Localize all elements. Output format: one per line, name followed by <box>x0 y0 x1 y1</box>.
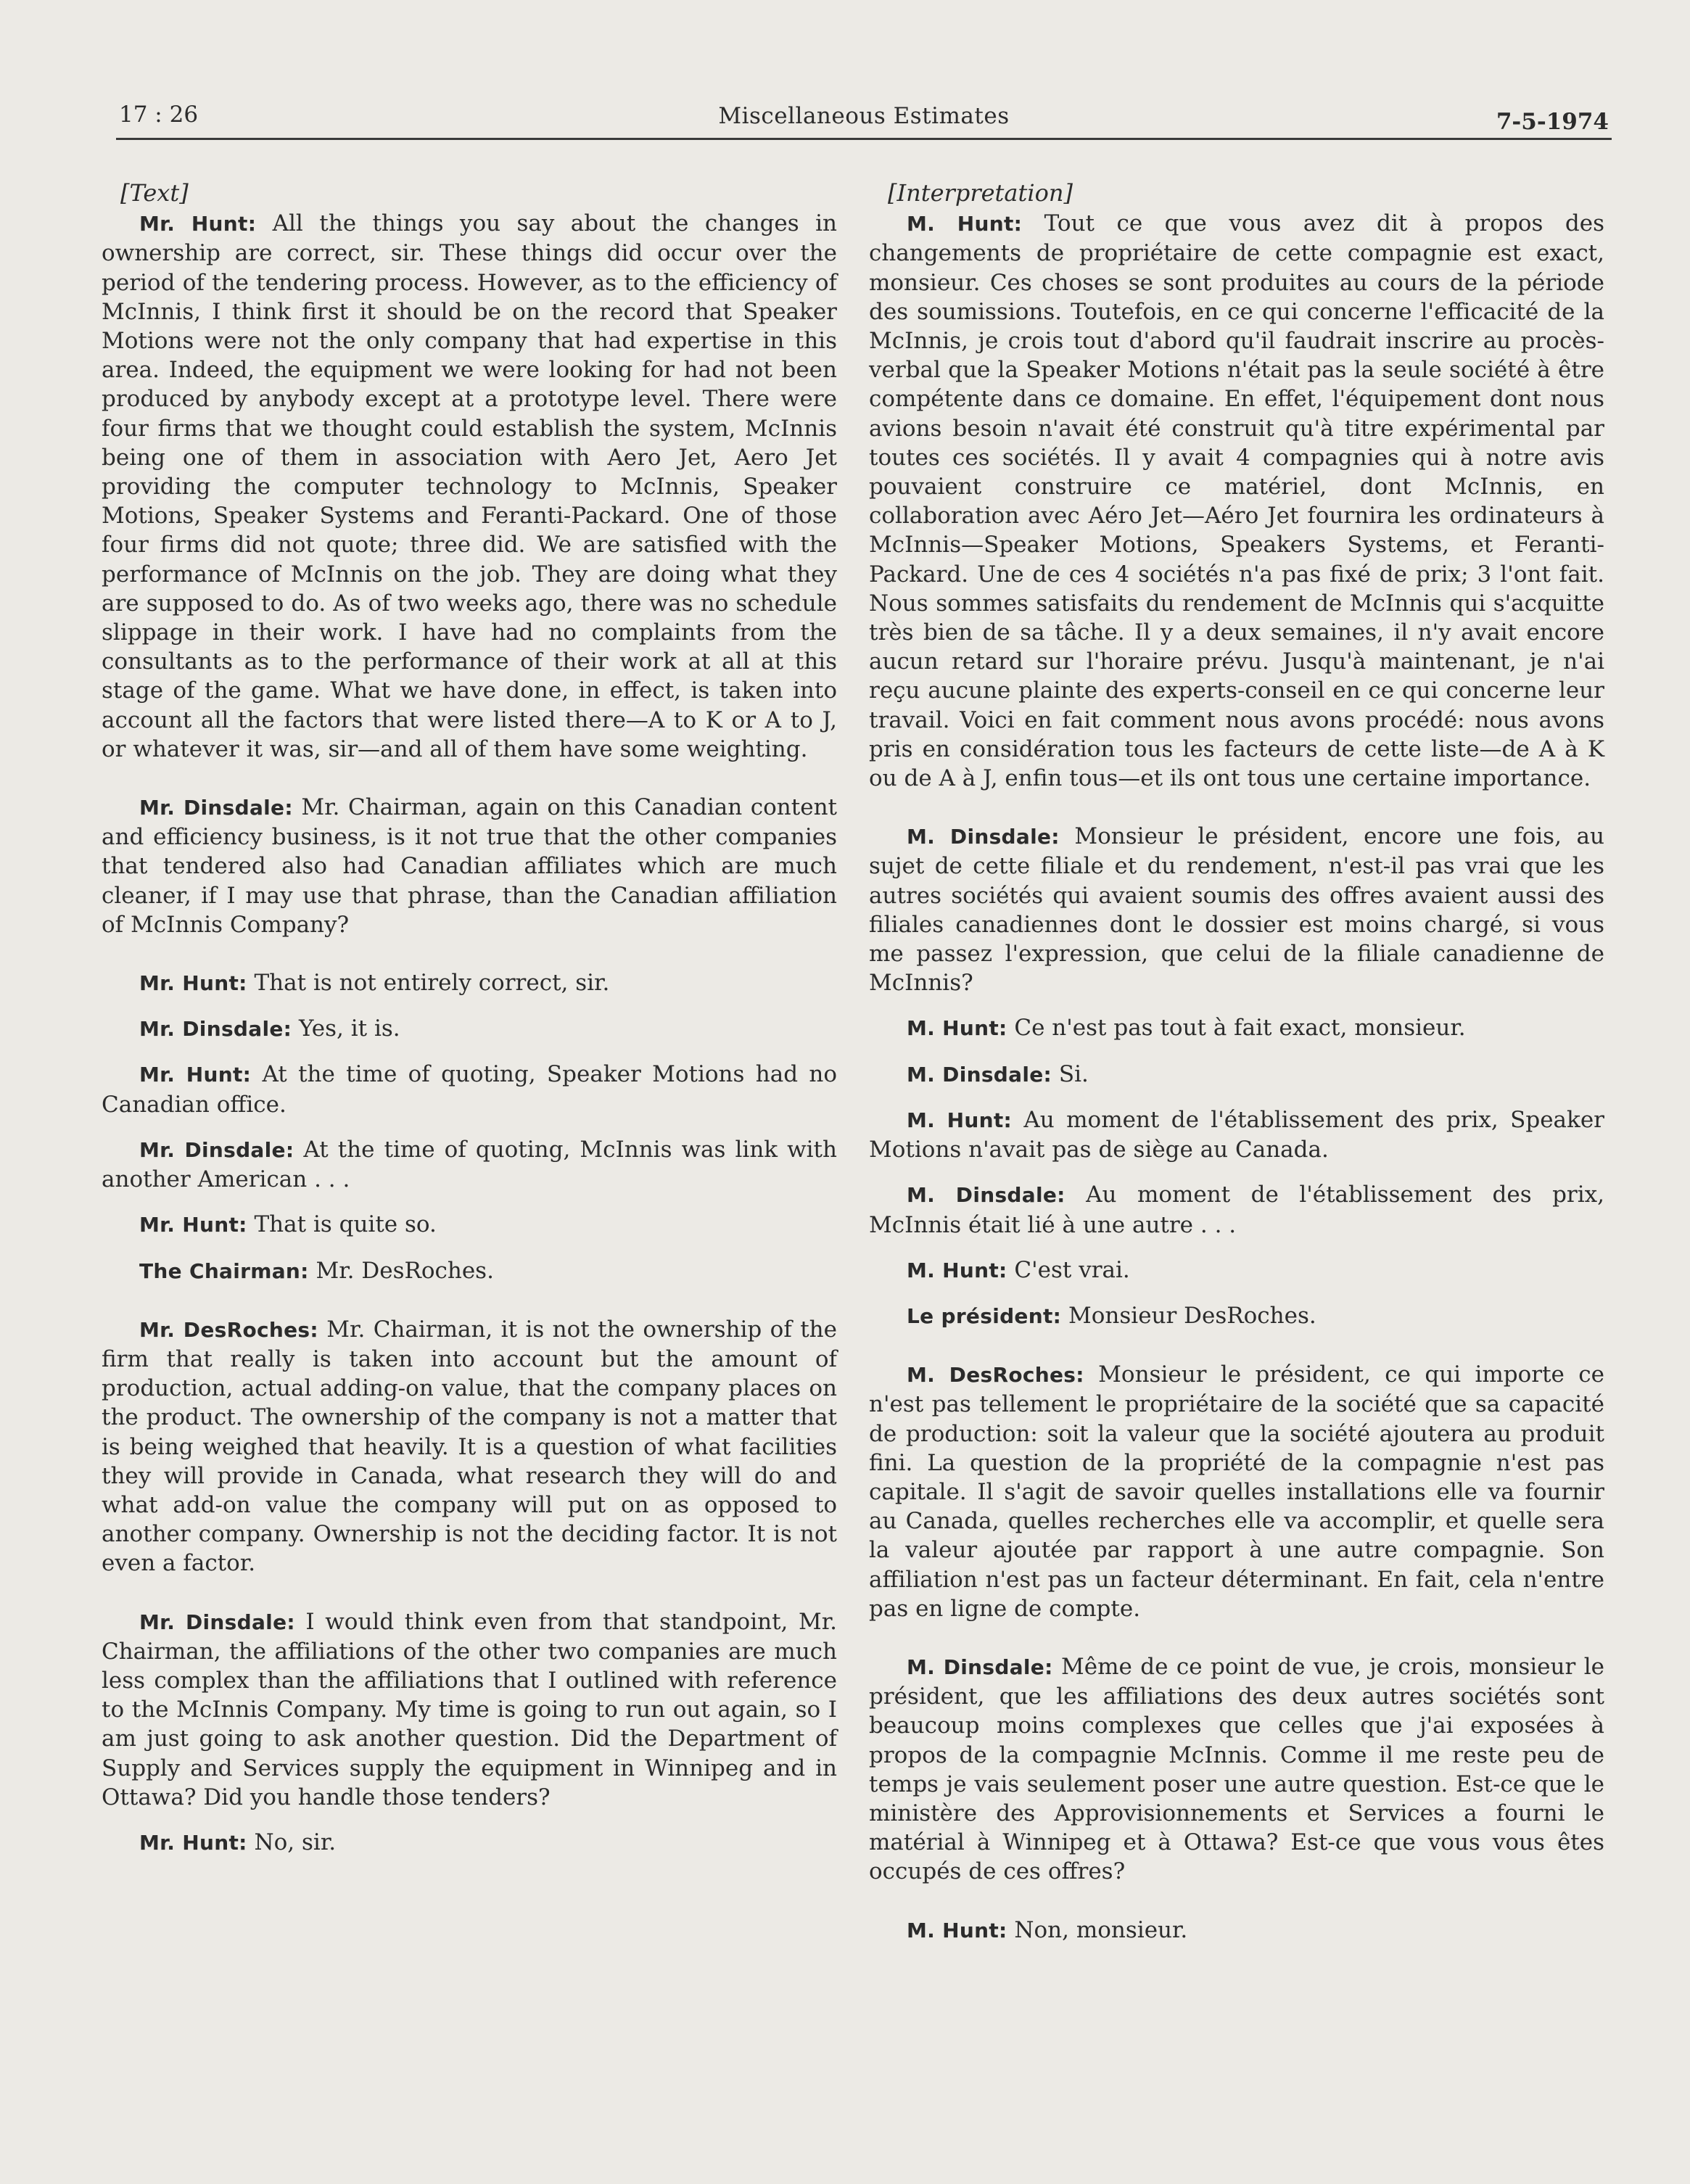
paragraph <box>102 793 837 939</box>
paragraph <box>869 1301 1604 1331</box>
speaker-name: M. DesRoches: <box>907 1363 1084 1388</box>
speaker-name: Mr. Hunt: <box>139 971 247 996</box>
speaker-name: Mr. Hunt: <box>139 212 257 236</box>
speech-text: Mr. Chairman, it is not the ownership of the firm that really is taken into account but the amount of production, actual adding-on value, that the company places on the product. The ownership of the company is not a matter that is being weighed that heavily. It is a question of what facilities they will provide in Canada, what research they will do and what add-on value the company will put on as opposed to another company. Ownership is not the deciding factor. It is not even a factor. <box>102 1316 837 1577</box>
speech-text: Si. <box>1052 1060 1089 1087</box>
speaker-name: Mr. DesRoches: <box>139 1317 318 1342</box>
paragraph <box>869 822 1604 997</box>
speech-text: That is quite so. <box>247 1211 437 1238</box>
paragraph <box>869 1060 1604 1089</box>
column-label: [Interpretation] <box>888 179 1073 207</box>
paragraph <box>102 209 837 764</box>
paragraph <box>869 1360 1604 1623</box>
speech-text: Monsieur le président, ce qui importe ce n'est pas tellement le propriétaire de la société que sa capacité de production: soit la valeur que la société ajoutera au produit fini. La question de la propriété de la compagnie n'est pas capitale. Il s'agit de savoir quelles installations elle va fournir au Canada, quelles recherches elle va accomplir, et quelle sera la valeur ajoutée par rapport à une autre compagnie. Son affiliation n'est pas un facteur déterminant. En fait, cela n'entre pas en ligne de compte. <box>869 1361 1604 1622</box>
speaker-name: Mr. Hunt: <box>139 1830 247 1855</box>
speaker-name: M. Dinsdale: <box>907 1062 1052 1087</box>
speech-text: At the time of quoting, McInnis was link with another American . . . <box>102 1136 837 1193</box>
paragraph <box>869 1105 1604 1164</box>
speech-text: C'est vrai. <box>1007 1256 1130 1283</box>
paragraph <box>869 1013 1604 1043</box>
paragraph <box>869 209 1604 793</box>
speech-text: All the things you say about the changes in ownership are correct, sir. These things did occur over the period of the tendering process. However, as to the efficiency of McInnis, I think first it should be on the record that Speaker Motions were not the only company that had expertise in this area. Indeed, the equipment we were looking for had not been produced by anybody except at a prototype level. There were four firms that we thought could establish the system, McInnis being one of them in association with Aero Jet, Aero Jet providing the computer technology to McInnis, Speaker Motions, Speaker Systems and Feranti-Packard. One of those four firms did not quote; three did. We are satisfied with the performance of McInnis on the job. They are doing what they are supposed to do. As of two weeks ago, there was no schedule slippage in their work. I have had no complaints from the consultants as to the performance of their work at all at this stage of the game. What we have done, in effect, is taken into account all the factors that were listed there—A to K or A to J, or whatever it was, sir—and all of them have some weighting. <box>102 210 837 762</box>
speaker-name: Mr. Dinsdale: <box>139 796 293 820</box>
speech-text: Mr. Chairman, again on this Canadian content and efficiency business, is it not true that the other companies that tendered also had Canadian affiliates which are much cleaner, if I may use that phrase, than the Canadian affiliation of McInnis Company? <box>102 794 837 938</box>
speech-text: Yes, it is. <box>292 1015 400 1042</box>
speaker-name: M. Hunt: <box>907 1258 1007 1282</box>
speaker-name: Mr. Dinsdale: <box>139 1610 295 1634</box>
speaker-name: Le président: <box>907 1303 1062 1328</box>
paragraph <box>102 968 837 998</box>
english-column <box>102 178 837 1858</box>
page-header <box>116 100 1612 140</box>
paragraph <box>102 1060 837 1118</box>
speech-text: No, sir. <box>247 1829 337 1855</box>
speaker-name: M. Hunt: <box>907 1918 1007 1942</box>
speech-text: Même de ce point de vue, je crois, monsieur le président, que les affiliations des deux autres sociétés sont beaucoup moins complexes que celles que j'ai exposées à propos de la compagnie McInnis. Comme il me reste peu de temps je vais seulement poser une autre question. Est-ce que le ministère des Approvisionnements et Services a fourni le matérial à Winnipeg et à Ottawa? Est-ce que vous vous êtes occupés de ces offres? <box>869 1653 1605 1885</box>
speaker-name: Mr. Hunt: <box>139 1063 252 1087</box>
speaker-name: Mr. Dinsdale: <box>139 1017 292 1042</box>
paragraph <box>869 1180 1604 1239</box>
speech-text: Au moment de l'établissement des prix, McInnis était lié à une autre . . . <box>869 1182 1605 1238</box>
page-date: 7-5-1974 <box>1496 109 1609 135</box>
paragraph <box>102 1607 837 1812</box>
speech-text: Non, monsieur. <box>1007 1916 1188 1943</box>
speaker-name: M. Hunt: <box>907 212 1023 236</box>
speech-text: Mr. DesRoches. <box>308 1257 494 1284</box>
speaker-name: M. Hunt: <box>907 1108 1013 1132</box>
paragraph <box>869 1916 1604 1945</box>
speech-text: Monsieur DesRoches. <box>1061 1302 1316 1329</box>
page-number: 17 : 26 <box>119 102 199 128</box>
speech-text: Tout ce que vous avez dit à propos des changements de propriétaire de cette compagnie est exact, monsieur. Ces choses se sont produites au cours de la période des soumissions. Toutefois, en ce qui concerne l'efficacité de la McInnis, je crois tout d'abord qu'il faudrait inscrire au procès-verbal que la Speaker Motions n'était pas la seule société à être compétente dans ce domaine. En effet, l'équipement dont nous avions besoin n'avait été construit qu'à titre expérimental par toutes ces sociétés. Il y avait 4 compagnies qui à notre avis pouvaient construire ce matériel, dont McInnis, en collaboration avec Aéro Jet—Aéro Jet fournira les ordinateurs à McInnis—Speaker Motions, Speakers Systems, et Feranti-Packard. Une de ces 4 sociétés n'a pas fixé de prix; 3 l'ont fait. Nous sommes satisfaits du rendement de McInnis qui s'acquitte très bien de sa tâche. Il y a deux semaines, il n'y avait encore aucun retard sur l'horaire prévu. Jusqu'à maintenant, je n'ai reçu aucune plainte des experts-conseil en ce qui concerne leur travail. Voici en fait comment nous avons procédé: nous avons pris en considération tous les facteurs de cette liste—de A à K ou de A à J, enfin tous—et ils ont tous une certaine importance. <box>869 210 1605 792</box>
french-column <box>869 178 1604 1945</box>
speaker-name: The Chairman: <box>139 1258 309 1283</box>
speech-text: Monsieur le président, encore une fois, au sujet de cette filiale et du rendement, n'est-il pas vrai que les autres sociétés qui avaient soumis des offres avaient aussi des filiales canadiennes dont le dossier est moins chargé, si vous me passez l'expression, que celui de la filiale canadienne de McInnis? <box>869 823 1604 997</box>
paragraph <box>869 1256 1604 1285</box>
speech-text: That is not entirely correct, sir. <box>247 970 610 997</box>
speaker-name: Mr. Dinsdale: <box>139 1137 294 1162</box>
speech-text: I would think even from that standpoint, Mr. Chairman, the affiliations of the other two companies are much less complex than the affiliations that I outlined with reference to the McInnis Company. My time is going to run out again, so I am just going to ask another question. Did the Department of Supply and Services supply the equipment in Winnipeg and in Ottawa? Did you handle those tenders? <box>102 1608 837 1810</box>
speech-text: At the time of quoting, Speaker Motions had no Canadian office. <box>102 1061 837 1118</box>
column-label: [Text] <box>120 179 189 207</box>
speaker-name: M. Dinsdale: <box>907 1655 1053 1679</box>
speech-text: Ce n'est pas tout à fait exact, monsieur. <box>1007 1015 1466 1042</box>
speaker-name: M. Dinsdale: <box>907 1183 1065 1208</box>
speech-text: Au moment de l'établissement des prix, Speaker Motions n'avait pas de siège au Canada. <box>869 1106 1604 1163</box>
speaker-name: Mr. Hunt: <box>139 1213 247 1237</box>
paragraph <box>102 1014 837 1044</box>
paragraph <box>102 1135 837 1194</box>
paragraph <box>102 1256 837 1286</box>
running-title: Miscellaneous Estimates <box>718 103 1010 129</box>
paragraph <box>102 1210 837 1240</box>
paragraph <box>102 1315 837 1578</box>
speaker-name: M. Hunt: <box>907 1016 1007 1041</box>
paragraph <box>102 1828 837 1858</box>
paragraph <box>869 1652 1604 1887</box>
speaker-name: M. Dinsdale: <box>907 825 1060 849</box>
